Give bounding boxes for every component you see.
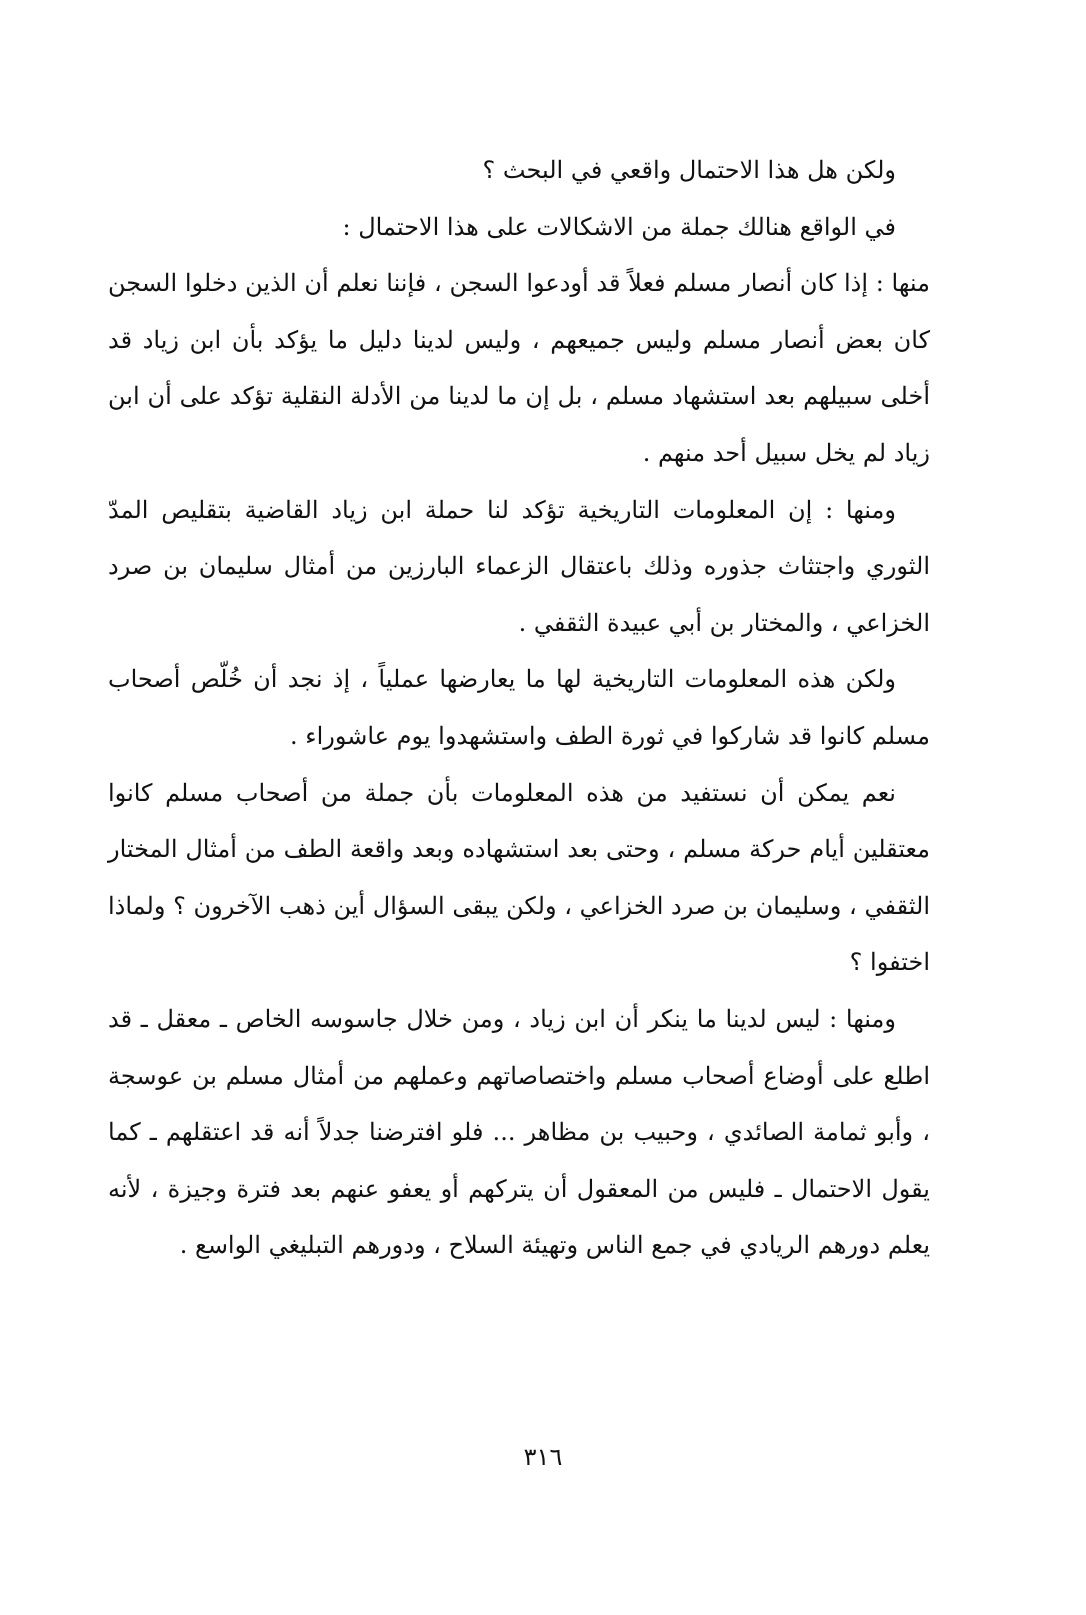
paragraph: ولكن هل هذا الاحتمال واقعي في البحث ؟ [482, 156, 896, 184]
paragraph: ومنها : ليس لدينا ما ينكر أن ابن زياد ، ومن خلال جاسوسه الخاص ـ معقل ـ قد اطلع على أوضاع أصحاب مسلم واختصاصاتهم وعملهم من أمثال مسلم بن عوسجة ، وأبو ثمامة الصائدي ، وحبيب بن مظاهر ... فلو افترضنا جدلاً أنه قد اعتقلهم ـ كما يقول الاحتمال ـ فليس من المعقول أن يتركهم أو يعفو عنهم بعد فترة وجيزة ، لأنه يعلم دورهم الريادي في جمع الناس وتهيئة السلاح ، ودورهم التبليغي الواسع . [108, 1004, 930, 1260]
paragraph: منها : إذا كان أنصار مسلم فعلاً قد أودعوا السجن ، فإننا نعلم أن الذين دخلوا السجن كان بعض أنصار مسلم وليس جميعهم ، وليس لدينا دليل ما يؤكد بأن ابن زياد قد أخلى سبيلهم بعد استشهاد مسلم ، بل إن ما لدينا من الأدلة النقلية تؤكد على أن ابن زياد لم يخل سبيل أحد منهم . [108, 269, 930, 467]
paragraph: في الواقع هنالك جملة من الاشكالات على هذا الاحتمال : [342, 212, 896, 241]
paragraph: ومنها : إن المعلومات التاريخية تؤكد لنا حملة ابن زياد القاضية بتقليص المدّ الثوري واجتثاث جذوره وذلك باعتقال الزعماء البارزين من أمثال سليمان بن صرد الخزاعي ، والمختار بن أبي عبيدة الثقفي . [108, 495, 930, 637]
paragraph: نعم يمكن أن نستفيد من هذه المعلومات بأن جملة من أصحاب مسلم كانوا معتقلين أيام حركة مسلم ، وحتى بعد استشهاده وبعد واقعة الطف من أمثال المختار الثقفي ، وسليمان بن صرد الخزاعي ، ولكن يبقى السؤال أين ذهب الآخرون ؟ ولماذا اختفوا ؟ [108, 778, 930, 977]
page-number: ٣١٦ [523, 1443, 563, 1471]
body-text [108, 142, 930, 1274]
paragraph: ولكن هذه المعلومات التاريخية لها ما يعارضها عملياً ، إذ نجد أن خُلّص أصحاب مسلم كانوا قد شاركوا في ثورة الطف واستشهدوا يوم عاشوراء . [108, 665, 930, 750]
